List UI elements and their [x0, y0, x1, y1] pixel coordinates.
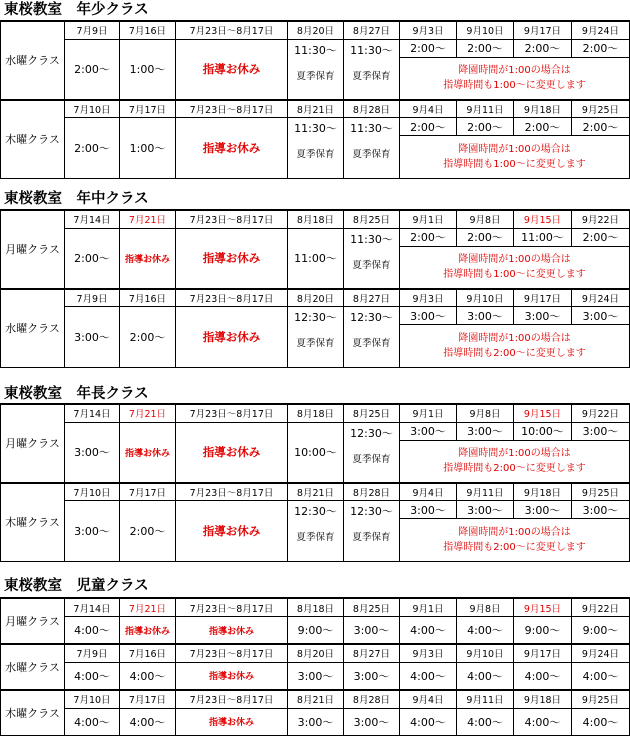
date-cell: 7月10日: [65, 100, 120, 118]
holiday-cell: 指導お休み: [176, 307, 288, 368]
time-cell: 3:00～: [400, 422, 457, 440]
date-cell: 8月27日: [344, 644, 400, 663]
date-cell: 7月23日～8月17日: [176, 483, 288, 501]
class-name: 月曜クラス: [1, 210, 65, 289]
date-cell-holiday: 9月15日: [514, 598, 572, 617]
note-line: 指導時間も2:00～に変更します: [443, 463, 586, 475]
time-cell: 2:00～: [65, 228, 120, 289]
time-cell: 3:00～: [400, 501, 457, 519]
date-cell: 8月20日: [288, 21, 344, 39]
summer-cell: [288, 307, 344, 368]
date-cell: 7月17日: [120, 483, 176, 501]
note-line: 降園時間が1:00の場合は: [458, 254, 571, 266]
time-cell: 4:00～: [457, 708, 514, 735]
summer-care-label: 夏季保育: [352, 70, 391, 82]
date-cell: 7月14日: [65, 598, 120, 617]
date-cell: 7月23日～8月17日: [176, 404, 288, 422]
holiday-cell: 指導お休み: [120, 617, 176, 644]
summer-care-label: 夏季保育: [296, 149, 335, 161]
date-cell: 7月23日～8月17日: [176, 598, 288, 617]
date-cell: 9月10日: [457, 644, 514, 663]
summer-cell: [344, 422, 400, 483]
date-cell: 8月20日: [288, 644, 344, 663]
time-cell: 11:00～: [514, 228, 572, 246]
date-cell: 8月20日: [288, 289, 344, 307]
time-cell: 2:00～: [65, 39, 120, 100]
date-cell: 8月25日: [344, 598, 400, 617]
time-cell: 4:00～: [514, 663, 572, 690]
date-cell: 7月23日～8月17日: [176, 690, 288, 709]
date-cell: 8月21日: [288, 483, 344, 501]
time-cell: 3:00～: [65, 422, 120, 483]
date-cell: 7月23日～8月17日: [176, 100, 288, 118]
date-cell: 9月10日: [457, 289, 514, 307]
date-cell: 9月24日: [572, 289, 630, 307]
time-cell: 4:00～: [457, 663, 514, 690]
date-cell: 9月3日: [400, 644, 457, 663]
date-cell: 9月1日: [400, 598, 457, 617]
date-cell-holiday: 9月15日: [514, 404, 572, 422]
time-cell: 3:00～: [457, 501, 514, 519]
time-cell: 3:00～: [572, 422, 630, 440]
time-cell: 2:00～: [572, 228, 630, 246]
time-cell: 3:00～: [572, 501, 630, 519]
date-cell: 8月28日: [344, 100, 400, 118]
time-cell: 2:00～: [65, 118, 120, 179]
class-name: 水曜クラス: [1, 21, 65, 100]
date-cell-holiday: 9月15日: [514, 210, 572, 228]
time-cell: 3:00～: [457, 307, 514, 325]
date-cell: 7月23日～8月17日: [176, 289, 288, 307]
holiday-cell: 指導お休み: [176, 501, 288, 562]
summer-cell: [344, 39, 400, 100]
note-cell: [400, 325, 630, 368]
time-cell: 2:00～: [514, 39, 572, 57]
date-cell: 9月8日: [457, 404, 514, 422]
date-cell: 7月14日: [65, 404, 120, 422]
summer-care-label: 夏季保育: [352, 149, 391, 161]
date-cell: 9月3日: [400, 21, 457, 39]
date-cell: 7月9日: [65, 21, 120, 39]
time-cell: 3:00～: [457, 422, 514, 440]
summer-care-label: 夏季保育: [352, 338, 391, 350]
summer-cell: [288, 501, 344, 562]
date-cell-holiday: 7月21日: [120, 404, 176, 422]
date-cell: 9月1日: [400, 404, 457, 422]
date-cell: 9月17日: [514, 21, 572, 39]
holiday-cell: 指導お休み: [176, 708, 288, 735]
date-cell: 8月21日: [288, 690, 344, 709]
time-cell: 2:00～: [457, 118, 514, 136]
date-cell-holiday: 7月21日: [120, 598, 176, 617]
note-line: 指導時間も2:00～に変更します: [443, 542, 586, 554]
note-line: 指導時間も2:00～に変更します: [443, 348, 586, 360]
section-title-nensho: 東桜教室 年少クラス: [4, 2, 149, 18]
note-cell: [400, 57, 630, 100]
date-cell: 9月11日: [457, 690, 514, 709]
class-name: 木曜クラス: [1, 483, 65, 562]
summer-cell: [288, 39, 344, 100]
time-cell: 3:00～: [65, 307, 120, 368]
date-cell: 9月11日: [457, 483, 514, 501]
time-cell: 2:00～: [400, 228, 457, 246]
time-cell: 3:00～: [572, 307, 630, 325]
section-title-jido: 東桜教室 児童クラス: [4, 578, 149, 594]
date-cell: 9月18日: [514, 100, 572, 118]
date-cell: 7月16日: [120, 21, 176, 39]
time-cell: 4:00～: [572, 663, 630, 690]
time-cell: 3:00～: [344, 617, 400, 644]
time-cell: 4:00～: [65, 663, 120, 690]
time-cell: 9:00～: [514, 617, 572, 644]
time-text: 12:30～: [294, 311, 337, 325]
time-cell: 1:00～: [120, 39, 176, 100]
date-cell: 9月17日: [514, 644, 572, 663]
holiday-cell: 指導お休み: [176, 118, 288, 179]
time-cell: 3:00～: [65, 501, 120, 562]
time-cell: 3:00～: [344, 663, 400, 690]
note-line: 指導時間も1:00～に変更します: [443, 269, 586, 281]
time-text: 11:30～: [350, 122, 393, 136]
class-name: 水曜クラス: [1, 644, 65, 690]
time-cell: 3:00～: [288, 663, 344, 690]
date-cell: 9月22日: [572, 598, 630, 617]
date-cell: 9月3日: [400, 289, 457, 307]
date-cell: 7月23日～8月17日: [176, 210, 288, 228]
class-name: 木曜クラス: [1, 100, 65, 179]
note-cell: [400, 519, 630, 562]
time-cell: 2:00～: [400, 118, 457, 136]
date-cell: 9月25日: [572, 690, 630, 709]
time-cell: 4:00～: [457, 617, 514, 644]
time-cell: 10:00～: [288, 422, 344, 483]
summer-care-label: 夏季保育: [352, 453, 391, 465]
date-cell: 8月28日: [344, 483, 400, 501]
summer-cell: [344, 501, 400, 562]
date-cell: 9月17日: [514, 289, 572, 307]
date-cell: 9月22日: [572, 404, 630, 422]
date-cell: 7月23日～8月17日: [176, 21, 288, 39]
date-cell: 9月18日: [514, 483, 572, 501]
time-cell: 3:00～: [514, 307, 572, 325]
date-cell: 7月9日: [65, 289, 120, 307]
summer-cell: [344, 228, 400, 289]
class-name: 月曜クラス: [1, 404, 65, 483]
date-cell: 9月24日: [572, 21, 630, 39]
date-cell: 7月9日: [65, 644, 120, 663]
schedule-table-nencho: [0, 403, 630, 562]
holiday-cell: 指導お休み: [176, 39, 288, 100]
schedule-table-nenchu: [0, 209, 630, 368]
time-cell: 3:00～: [288, 708, 344, 735]
holiday-cell: 指導お休み: [176, 617, 288, 644]
time-text: 12:30～: [350, 426, 393, 440]
date-cell: 9月18日: [514, 690, 572, 709]
date-cell: 7月16日: [120, 644, 176, 663]
section-title-nencho: 東桜教室 年長クラス: [4, 386, 149, 402]
time-cell: 2:00～: [400, 39, 457, 57]
class-name: 月曜クラス: [1, 598, 65, 644]
time-cell: 4:00～: [572, 708, 630, 735]
time-cell: 2:00～: [572, 39, 630, 57]
time-cell: 4:00～: [65, 708, 120, 735]
note-line: 降園時間が1:00の場合は: [458, 448, 571, 460]
time-text: 11:30～: [294, 122, 337, 136]
date-cell: 8月18日: [288, 404, 344, 422]
holiday-cell: 指導お休み: [176, 228, 288, 289]
time-cell: 2:00～: [120, 501, 176, 562]
date-cell: 8月18日: [288, 598, 344, 617]
date-cell: 7月14日: [65, 210, 120, 228]
time-cell: 4:00～: [65, 617, 120, 644]
date-cell: 7月23日～8月17日: [176, 644, 288, 663]
time-cell: 1:00～: [120, 118, 176, 179]
date-cell: 7月10日: [65, 483, 120, 501]
time-cell: 4:00～: [400, 708, 457, 735]
schedule-table-jido: [0, 597, 630, 736]
time-text: 11:30～: [350, 43, 393, 57]
time-cell: 2:00～: [514, 118, 572, 136]
note-line: 指導時間も1:00～に変更します: [443, 159, 586, 171]
summer-care-label: 夏季保育: [352, 259, 391, 271]
date-cell: 9月10日: [457, 21, 514, 39]
date-cell: 9月4日: [400, 100, 457, 118]
note-cell: [400, 136, 630, 179]
time-cell: 3:00～: [514, 501, 572, 519]
date-cell: 9月4日: [400, 483, 457, 501]
note-line: 降園時間が1:00の場合は: [458, 527, 571, 539]
date-cell: 9月4日: [400, 690, 457, 709]
time-text: 11:30～: [350, 232, 393, 246]
time-cell: 4:00～: [514, 708, 572, 735]
date-cell-holiday: 7月21日: [120, 210, 176, 228]
time-cell: 3:00～: [400, 307, 457, 325]
date-cell: 9月22日: [572, 210, 630, 228]
time-cell: 9:00～: [572, 617, 630, 644]
summer-cell: [344, 118, 400, 179]
time-cell: 9:00～: [288, 617, 344, 644]
date-cell: 8月18日: [288, 210, 344, 228]
note-line: 降園時間が1:00の場合は: [458, 144, 571, 156]
class-name: 木曜クラス: [1, 690, 65, 736]
summer-care-label: 夏季保育: [296, 532, 335, 544]
time-cell: 4:00～: [400, 617, 457, 644]
time-cell: 2:00～: [572, 118, 630, 136]
time-cell: 4:00～: [120, 708, 176, 735]
time-cell: 2:00～: [457, 39, 514, 57]
summer-cell: [288, 118, 344, 179]
time-cell: 3:00～: [344, 708, 400, 735]
date-cell: 9月8日: [457, 598, 514, 617]
date-cell: 9月1日: [400, 210, 457, 228]
summer-care-label: 夏季保育: [352, 532, 391, 544]
time-cell: 2:00～: [120, 307, 176, 368]
holiday-cell: 指導お休み: [120, 228, 176, 289]
holiday-cell: 指導お休み: [176, 422, 288, 483]
time-cell: 10:00～: [514, 422, 572, 440]
date-cell: 8月21日: [288, 100, 344, 118]
date-cell: 9月11日: [457, 100, 514, 118]
date-cell: 8月25日: [344, 210, 400, 228]
time-text: 11:30～: [294, 43, 337, 57]
time-cell: 11:00～: [288, 228, 344, 289]
section-title-nenchu: 東桜教室 年中クラス: [4, 191, 149, 207]
date-cell: 9月8日: [457, 210, 514, 228]
schedule-table-nensho: [0, 20, 630, 179]
time-text: 12:30～: [294, 505, 337, 519]
time-text: 12:30～: [350, 505, 393, 519]
time-cell: 4:00～: [400, 663, 457, 690]
date-cell: 9月25日: [572, 100, 630, 118]
date-cell: 8月28日: [344, 690, 400, 709]
summer-cell: [344, 307, 400, 368]
time-text: 12:30～: [350, 311, 393, 325]
note-line: 指導時間も1:00～に変更します: [443, 80, 586, 92]
holiday-cell: 指導お休み: [176, 663, 288, 690]
date-cell: 9月24日: [572, 644, 630, 663]
date-cell: 8月25日: [344, 404, 400, 422]
date-cell: 9月25日: [572, 483, 630, 501]
date-cell: 7月10日: [65, 690, 120, 709]
time-cell: 4:00～: [120, 663, 176, 690]
date-cell: 7月17日: [120, 100, 176, 118]
summer-care-label: 夏季保育: [296, 338, 335, 350]
summer-care-label: 夏季保育: [296, 70, 335, 82]
date-cell: 7月17日: [120, 690, 176, 709]
note-line: 降園時間が1:00の場合は: [458, 65, 571, 77]
date-cell: 8月27日: [344, 289, 400, 307]
note-line: 降園時間が1:00の場合は: [458, 333, 571, 345]
class-name: 水曜クラス: [1, 289, 65, 368]
holiday-cell: 指導お休み: [120, 422, 176, 483]
date-cell: 7月16日: [120, 289, 176, 307]
note-cell: [400, 246, 630, 289]
date-cell: 8月27日: [344, 21, 400, 39]
time-cell: 2:00～: [457, 228, 514, 246]
note-cell: [400, 440, 630, 483]
